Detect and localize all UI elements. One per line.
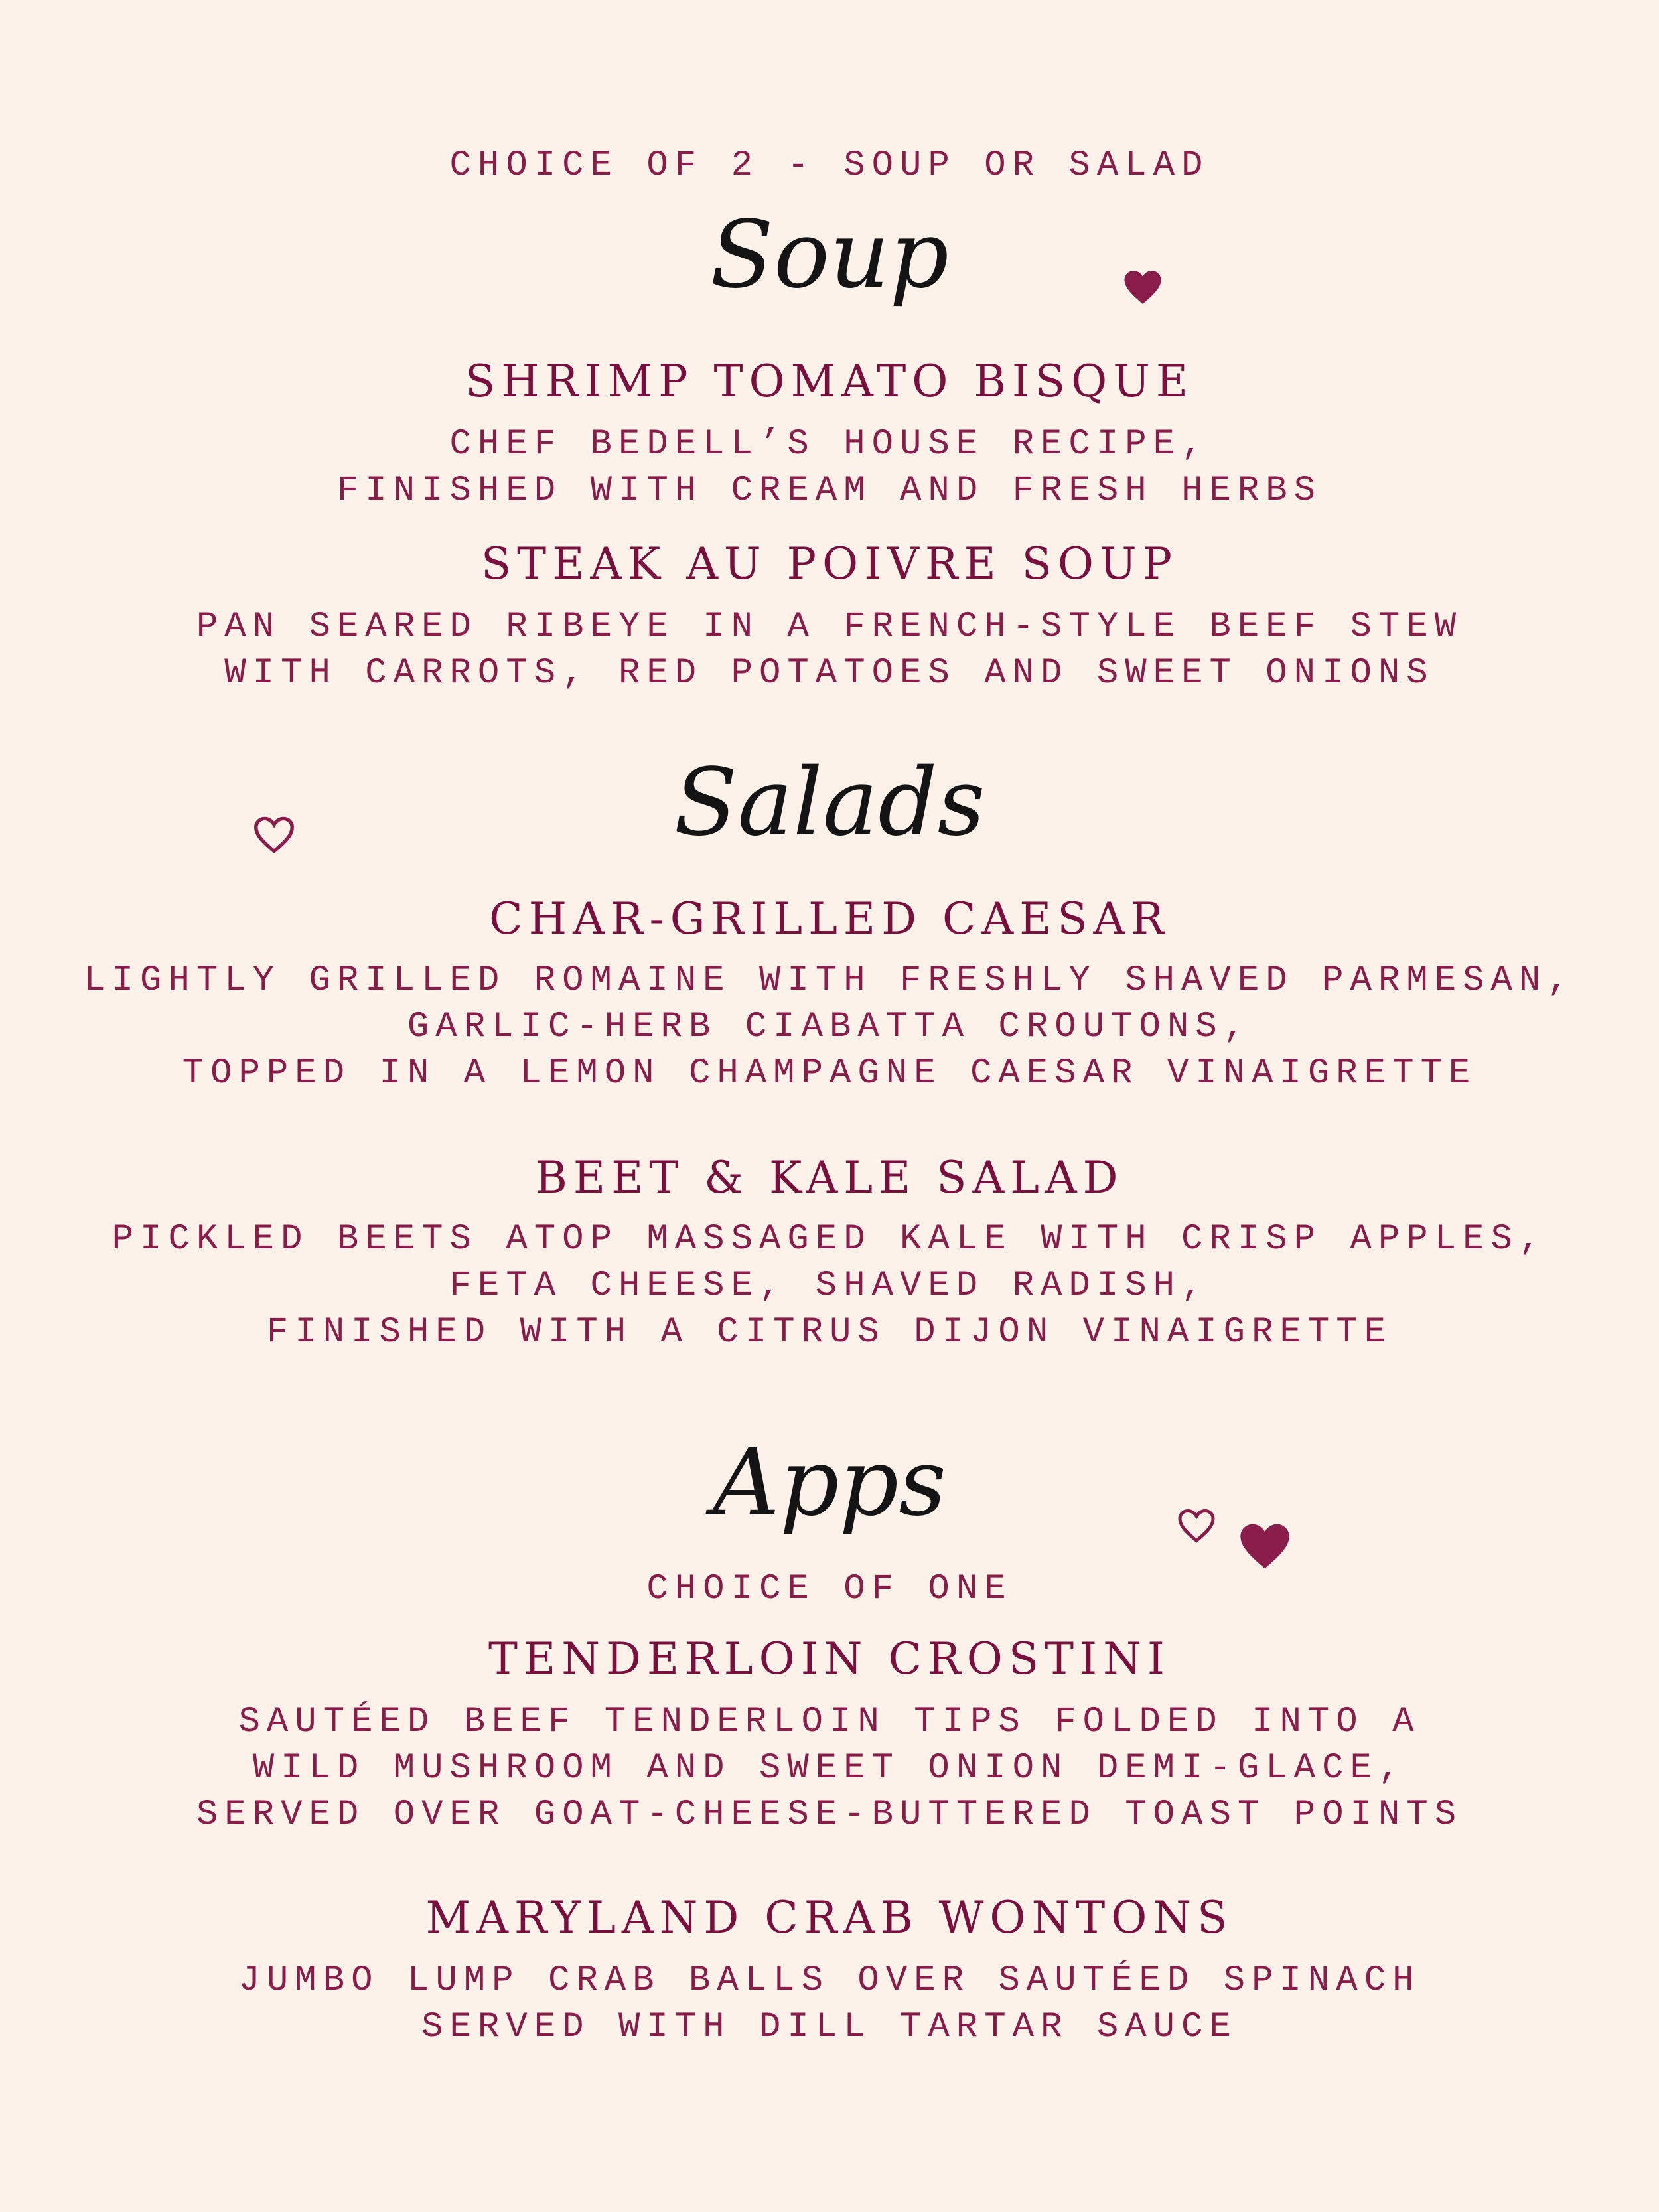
intro-text: CHOICE OF 2 - SOUP OR SALAD xyxy=(449,145,1210,186)
description-line: TOPPED IN A LEMON CHAMPAGNE CAESAR VINAIGRETTE xyxy=(182,1053,1477,1094)
dish-description xyxy=(0,958,1659,1097)
description-line: LIGHTLY GRILLED ROMAINE WITH FRESHLY SHAVED PARMESAN, xyxy=(84,960,1575,1001)
dish-name: MARYLAND CRAB WONTONS xyxy=(425,1892,1234,1943)
dish-name: BEET & KALE SALAD xyxy=(535,1152,1124,1203)
dish-name: TENDERLOIN CROSTINI xyxy=(488,1633,1171,1684)
description-line: FETA CHEESE, SHAVED RADISH, xyxy=(449,1266,1210,1306)
soup-heading: Soup xyxy=(710,201,949,309)
dish-description xyxy=(0,421,1659,514)
description-line: CHEF BEDELL’S HOUSE RECIPE, xyxy=(449,424,1210,465)
description-line: SAUTÉED BEEF TENDERLOIN TIPS FOLDED INTO A xyxy=(238,1702,1421,1742)
description-line: FINISHED WITH A CITRUS DIJON VINAIGRETTE xyxy=(266,1312,1393,1353)
dish-description xyxy=(0,1699,1659,1838)
dish-description xyxy=(0,604,1659,697)
description-line: GARLIC-HERB CIABATTA CROUTONS, xyxy=(407,1007,1252,1047)
description-line: SERVED OVER GOAT-CHEESE-BUTTERED TOAST POINTS xyxy=(196,1795,1463,1835)
description-line: PICKLED BEETS ATOP MASSAGED KALE WITH CRISP APPLES, xyxy=(111,1219,1548,1260)
dish-name: CHAR-GRILLED CAESAR xyxy=(489,893,1170,944)
heart-icon xyxy=(1238,1520,1291,1573)
apps-heading: Apps xyxy=(712,1429,947,1537)
dish-description xyxy=(0,1958,1659,2051)
dish-description xyxy=(0,1217,1659,1356)
description-line: WITH CARROTS, RED POTATOES AND SWEET ONIONS xyxy=(224,653,1435,694)
heart-icon xyxy=(1123,269,1163,306)
description-line: SERVED WITH DILL TARTAR SAUCE xyxy=(421,2007,1238,2047)
salads-heading: Salads xyxy=(674,749,985,857)
heart-outline-icon xyxy=(1177,1505,1216,1546)
description-line: JUMBO LUMP CRAB BALLS OVER SAUTÉED SPINACH xyxy=(238,1960,1421,2001)
description-line: WILD MUSHROOM AND SWEET ONION DEMI-GLACE, xyxy=(252,1748,1407,1789)
description-line: PAN SEARED RIBEYE IN A FRENCH-STYLE BEEF STEW xyxy=(196,607,1463,647)
description-line: FINISHED WITH CREAM AND FRESH HERBS xyxy=(336,471,1323,511)
dish-name: STEAK AU POIVRE SOUP xyxy=(480,538,1179,589)
dish-name: SHRIMP TOMATO BISQUE xyxy=(465,356,1194,407)
apps-subheading: CHOICE OF ONE xyxy=(646,1569,1013,1609)
